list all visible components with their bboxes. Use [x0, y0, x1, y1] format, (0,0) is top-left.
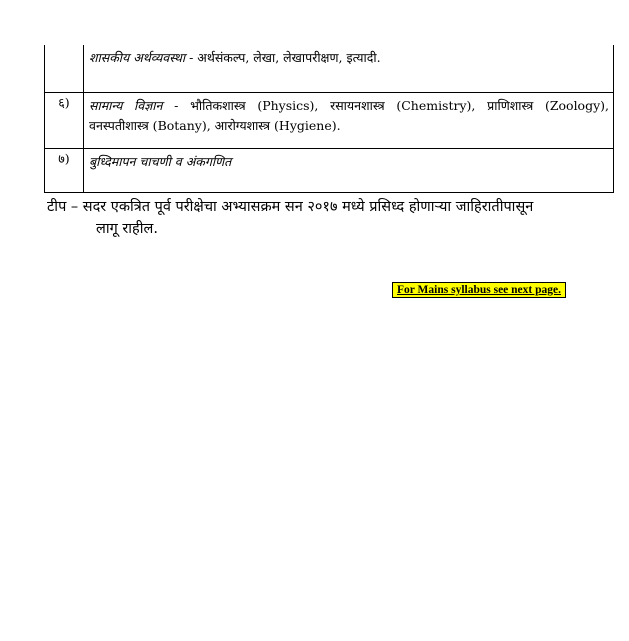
syllabus-row-public-economy [45, 45, 614, 93]
mains-syllabus-link[interactable]: For Mains syllabus see next page. [392, 282, 566, 298]
row-details: भौतिकशास्त्र (Physics), रसायनशास्त्र (Chemistry), प्राणिशास्त्र (Zoology), वनस्पतीशास्त्र (Botany), आरोग्यशास्त्र (Hygiene). [89, 98, 610, 133]
row-content [84, 149, 614, 193]
row-topic: बुध्दिमापन चाचणी व अंकगणित [89, 154, 232, 169]
row-topic: सामान्य विज्ञान [89, 98, 163, 113]
row-number: ६) [45, 93, 84, 149]
row-separator: - [185, 50, 198, 65]
row-topic: शासकीय अर्थव्यवस्था [89, 50, 186, 65]
row-content [84, 45, 614, 93]
syllabus-row-reasoning-arithmetic [45, 149, 614, 193]
row-details: अर्थसंकल्प, लेखा, लेखापरीक्षण, इत्यादी. [197, 50, 381, 65]
note-line-1: टीप – सदर एकत्रित पूर्व परीक्षेचा अभ्यासक्रम सन २०१७ मध्ये प्रसिध्द होणाऱ्या जाहिरातीपासून [47, 199, 534, 215]
row-number [45, 45, 84, 93]
syllabus-note [47, 196, 607, 240]
note-line-2: लागू राहील. [96, 221, 158, 237]
row-content [84, 93, 614, 149]
syllabus-table [44, 45, 614, 193]
syllabus-row-general-science [45, 93, 614, 149]
row-separator: - [162, 98, 191, 113]
row-number: ७) [45, 149, 84, 193]
